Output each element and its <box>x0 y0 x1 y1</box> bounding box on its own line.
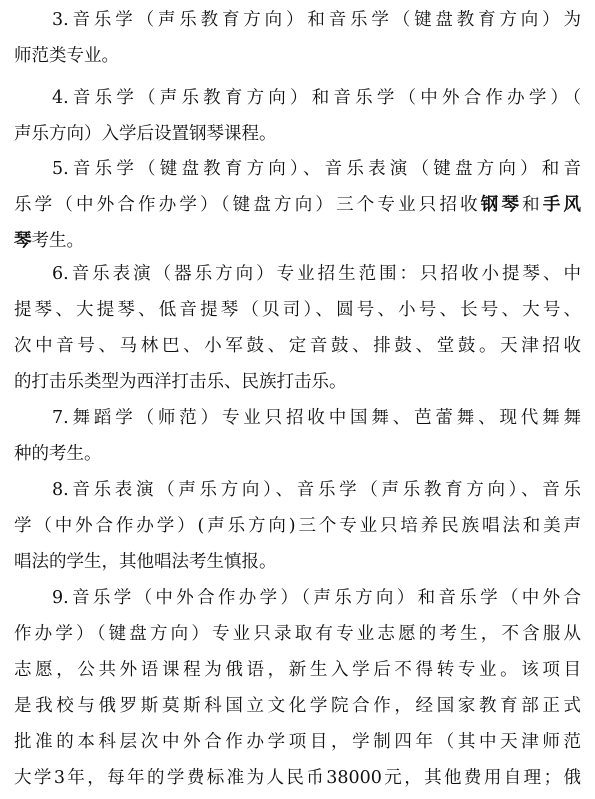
item-5-line-1: 5.音乐学（键盘教育方向）、音乐表演（键盘方向）和音 <box>52 159 581 179</box>
item-9-line-4: 是我校与俄罗斯莫斯科国立文化学院合作，经国家教育部正式 <box>14 696 581 716</box>
item-5-line-2-text: 乐学（中外合作办学）（键盘方向）三个专业只招收 <box>14 195 481 215</box>
item-9-line-2: 作办学）（键盘方向）专业只录取有专业志愿的考生，不含服从 <box>14 624 581 644</box>
item-6-line-2: 提琴、大提琴、低音提琴（贝司）、圆号、小号、长号、大号、 <box>14 300 581 320</box>
item-5-line-3-text: 考生。 <box>31 231 84 251</box>
item-5-line-2-conjunction: 和 <box>522 195 543 215</box>
item-4-line-2: 声乐方向）入学后设置钢琴课程。 <box>14 124 277 144</box>
item-5-line-3 <box>14 223 581 259</box>
item-8-line-1: 8.音乐表演（声乐方向）、音乐学（声乐教育方向）、音乐 <box>52 480 581 500</box>
item-9-line-3: 志愿，公共外语课程为俄语，新生入学后不得转专业。该项目 <box>14 660 581 680</box>
item-3-line-2: 师范类专业。 <box>14 46 119 66</box>
item-9-line-6: 大学3年，每年的学费标准为人民币38000元，其他费用自理；俄 <box>14 768 581 788</box>
item-9-line-1: 9.音乐学（中外合作办学）（声乐方向）和音乐学（中外合 <box>52 588 581 608</box>
item-8-line-3: 唱法的学生，其他唱法考生慎报。 <box>14 552 277 572</box>
item-9-line-5: 批准的本科层次中外合作办学项目，学制四年（其中天津师范 <box>14 732 581 752</box>
item-6-line-3: 次中音号、马林巴、小军鼓、定音鼓、排鼓、堂鼓。天津招收 <box>14 336 581 356</box>
item-6-line-4: 的打击乐类型为西洋打击乐、民族打击乐。 <box>14 372 347 392</box>
item-4-line-1: 4.音乐学（声乐教育方向）和音乐学（中外合作办学）（ <box>52 88 581 108</box>
emphasis-accordion-part-1: 手风 <box>542 195 582 215</box>
item-7-line-2: 种的考生。 <box>14 444 102 464</box>
emphasis-piano: 钢琴 <box>480 195 523 215</box>
emphasis-accordion-part-2: 琴 <box>14 231 32 251</box>
item-8-line-2: 学（中外合作办学）(声乐方向)三个专业只培养民族唱法和美声 <box>14 516 581 536</box>
item-7-line-1: 7.舞蹈学（师范）专业只招收中国舞、芭蕾舞、现代舞舞 <box>52 408 581 428</box>
item-5-line-2 <box>14 187 581 223</box>
item-6-line-1: 6.音乐表演（器乐方向）专业招生范围：只招收小提琴、中 <box>52 264 581 284</box>
item-3-line-1: 3.音乐学（声乐教育方向）和音乐学（键盘教育方向）为 <box>52 10 581 30</box>
